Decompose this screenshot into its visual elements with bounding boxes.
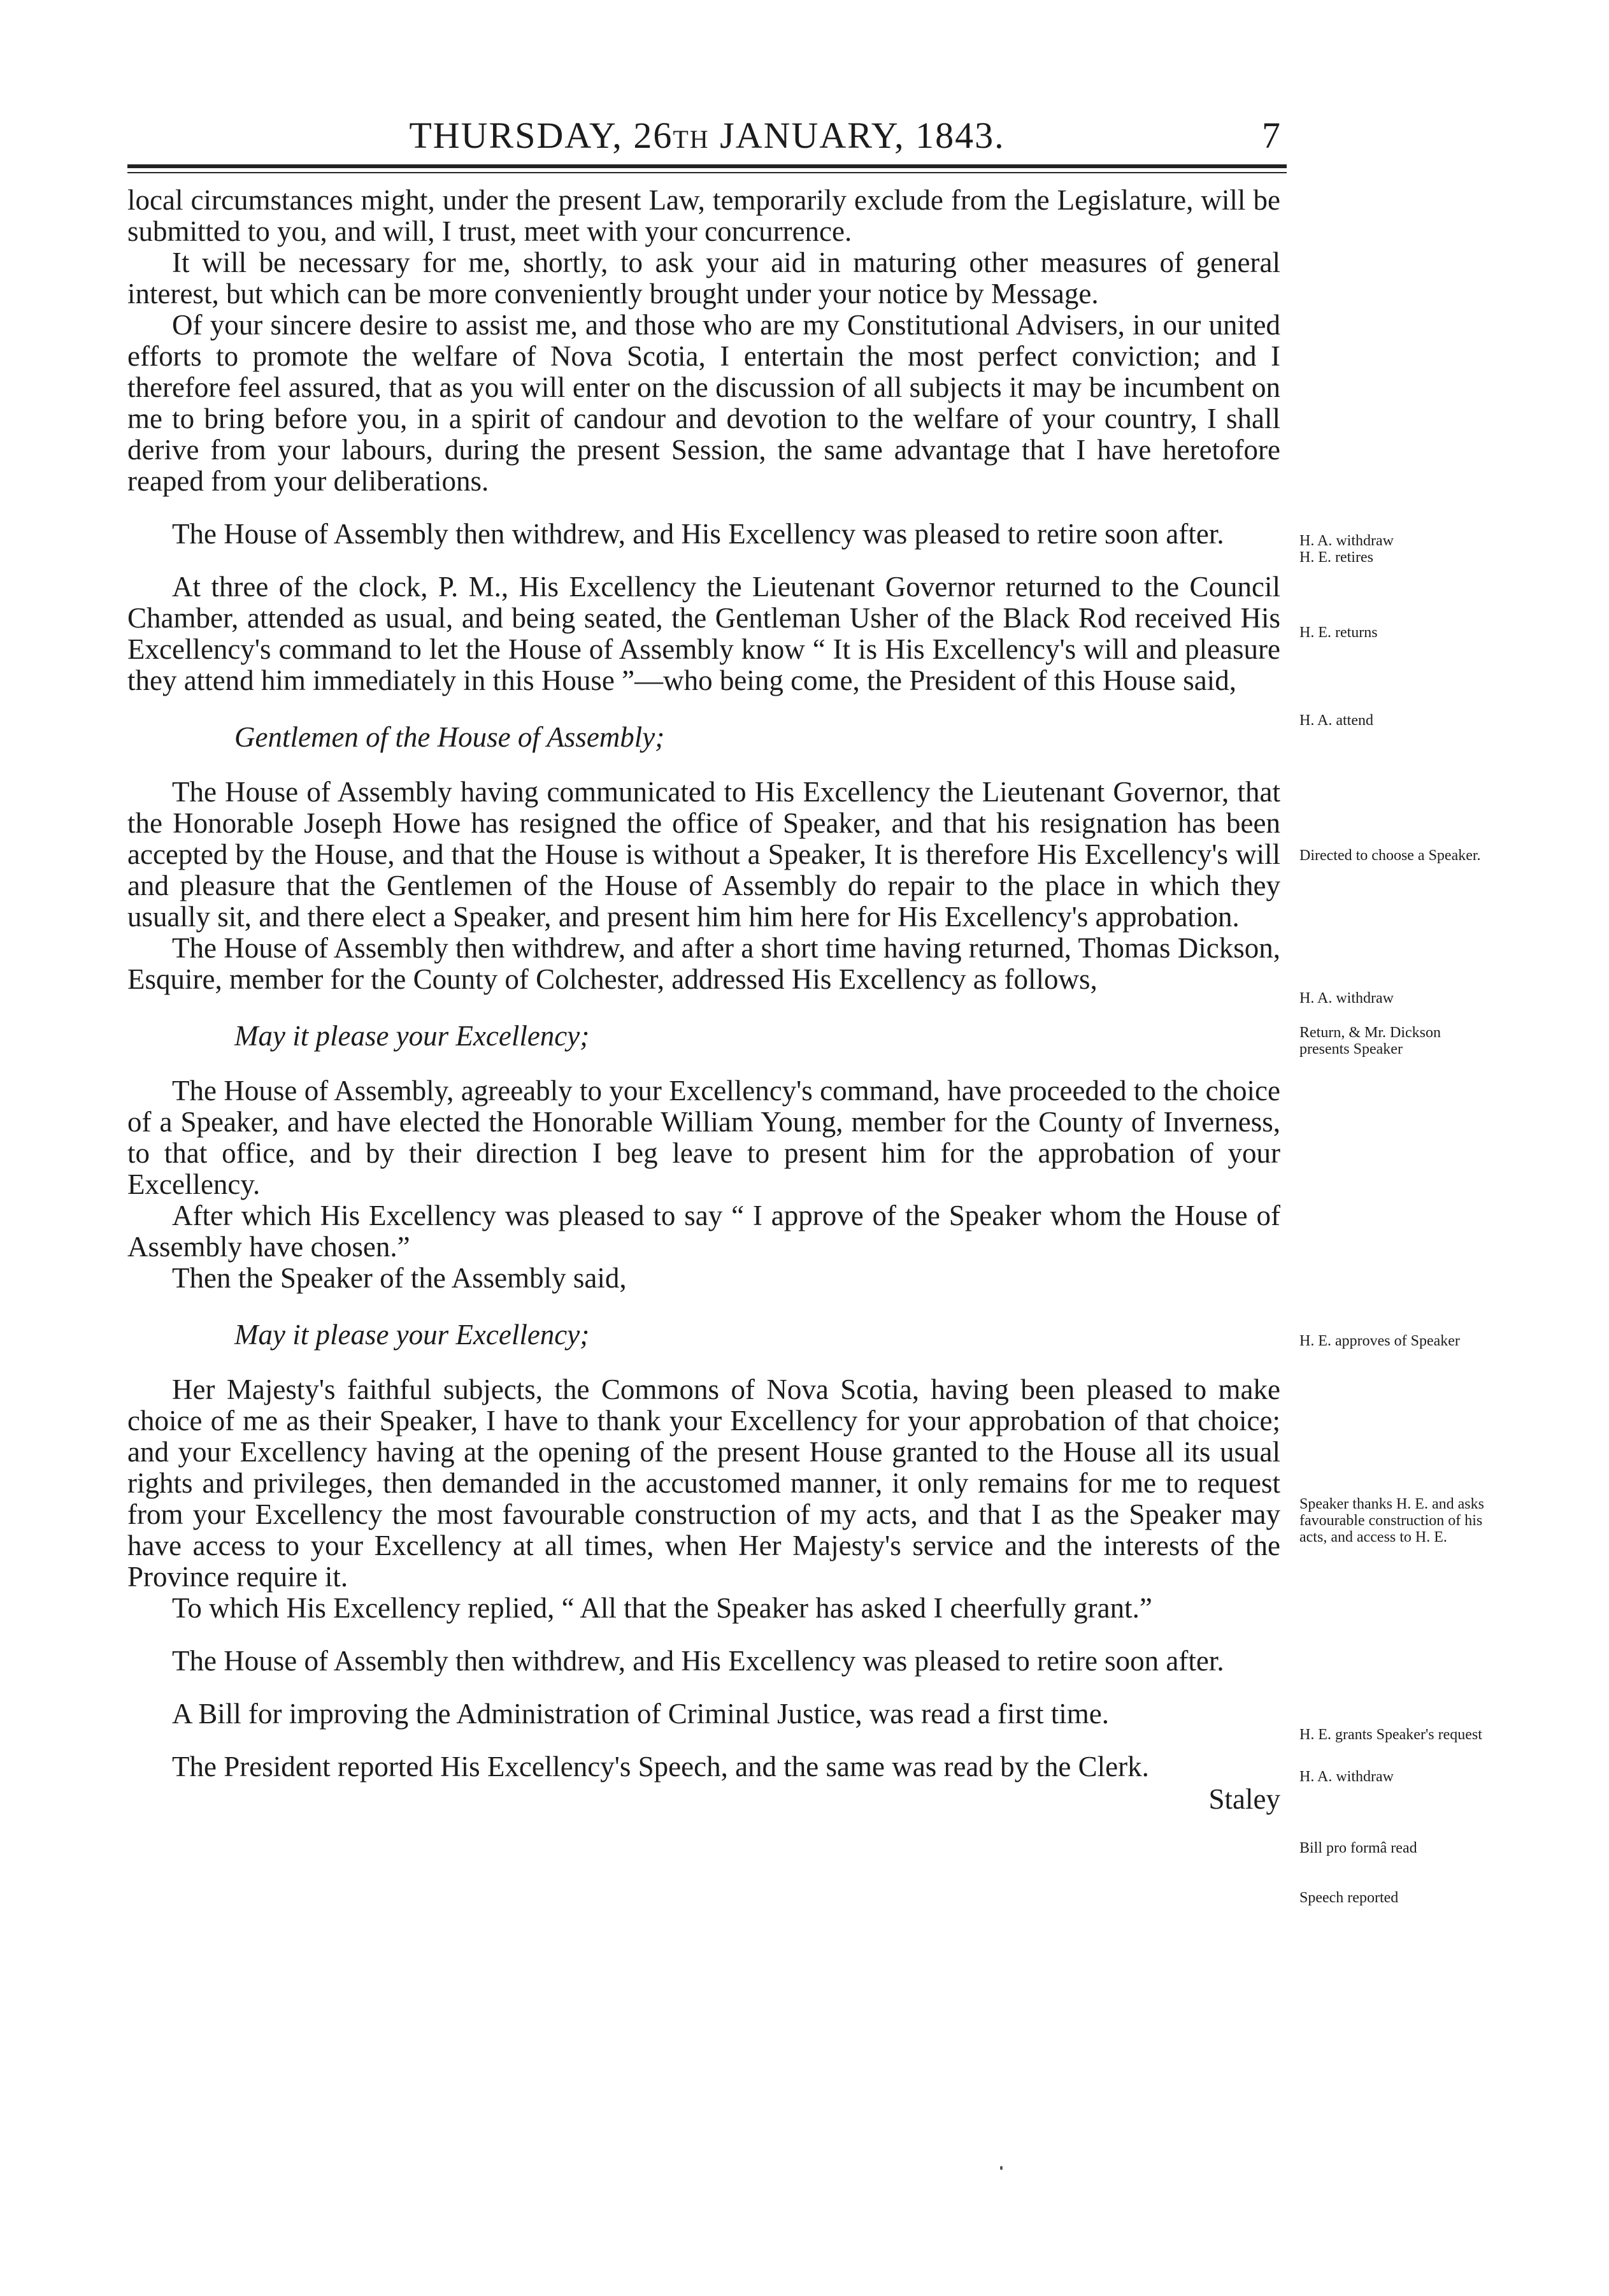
catchword: Staley (1208, 1783, 1280, 1815)
salutation: May it please your Excellency; (234, 1020, 590, 1052)
margin-note: H. A. withdraw (1299, 1769, 1394, 1785)
margin-note: Speech reported (1299, 1890, 1399, 1906)
title-month-year: JANUARY, 1843. (709, 115, 1005, 156)
margin-note: Return, & Mr. Dickson presents Speaker (1299, 1024, 1441, 1058)
title-date-part: THURSDAY, 26 (409, 115, 673, 156)
header-rule-thin (127, 172, 1287, 173)
paragraph: local circumstances might, under the present Law, temporarily exclude from the Legislature, will be submitted to you, and will, I trust, meet with your concurrence. (127, 184, 1280, 247)
margin-note: Speaker thanks H. E. and asks favourable construction of his acts, and access to H. E. (1299, 1496, 1484, 1546)
paragraph: The President reported His Excellency's Speech, and the same was read by the Clerk. (172, 1751, 1149, 1783)
salutation: May it please your Excellency; (234, 1319, 590, 1351)
paragraph: The House of Assembly then withdrew, and His Excellency was pleased to retire soon after. (172, 1645, 1224, 1677)
page-header (127, 113, 1287, 158)
print-speck (1000, 2166, 1003, 2170)
header-rule-thick (127, 164, 1287, 168)
paragraph: It will be necessary for me, shortly, to ask your aid in maturing other measures of general interest, but which can be more conveniently brought under your notice by Message. (127, 247, 1280, 310)
page-title (127, 113, 1287, 162)
paragraph: The House of Assembly having communicated to His Excellency the Lieutenant Governor, that the Honorable Joseph Howe has resigned the office of Speaker, and that his resignation has been accepted by the House, and that the House is without a Speaker, It is therefore His Excellency's will and pleasure that the Gentlemen of the House of Assembly do repair to the place in which they usually sit, and there elect a Speaker, and present him him here for His Excellency's approbation. (127, 776, 1280, 933)
paragraph: Then the Speaker of the Assembly said, (172, 1262, 627, 1294)
paragraph: To which His Excellency replied, “ All that the Speaker has asked I cheerfully grant.” (172, 1592, 1152, 1624)
margin-note: H. E. grants Speaker's request (1299, 1726, 1482, 1743)
margin-note: H. A. attend (1299, 712, 1373, 729)
paragraph: After which His Excellency was pleased to say “ I approve of the Speaker whom the House of Assembly have chosen.” (127, 1200, 1280, 1263)
page-number: 7 (1262, 115, 1280, 156)
title-ordinal-suffix: TH (673, 125, 710, 154)
salutation: Gentlemen of the House of Assembly; (234, 721, 665, 753)
margin-note: H. A. withdraw (1299, 990, 1394, 1007)
paragraph: A Bill for improving the Administration of Criminal Justice, was read a first time. (172, 1698, 1110, 1730)
paragraph: At three of the clock, P. M., His Excellency the Lieutenant Governor returned to the Council Chamber, attended as usual, and being seated, the Gentleman Usher of the Black Rod received His Excellency's command to let the House of Assembly know “ It is His Excellency's will and pleasure they attend him immediately in this House ”—who being come, the President of this House said, (127, 571, 1280, 696)
margin-note: Bill pro formâ read (1299, 1840, 1417, 1856)
margin-note: Directed to choose a Speaker. (1299, 847, 1481, 864)
paragraph: Of your sincere desire to assist me, and those who are my Constitutional Advisers, in our united efforts to promote the welfare of Nova Scotia, I entertain the most perfect conviction; and I therefore feel assured, that as you will enter on the discussion of all subjects it may be incumbent on me to bring before you, in a spirit of candour and devotion to the welfare of your country, I shall derive from your labours, during the present Session, the same advantage that I have heretofore reaped from your deliberations. (127, 309, 1280, 497)
margin-note: H. E. returns (1299, 624, 1378, 641)
paragraph: Her Majesty's faithful subjects, the Commons of Nova Scotia, having been pleased to make choice of me as their Speaker, I have to thank your Excellency for your approbation of that choice; and your Excellency having at the opening of the present House granted to the House all its usual rights and privileges, then demanded in the accustomed manner, it only remains for me to request from your Excellency the most favourable construction of my acts, and that I as the Speaker may have access to your Excellency at all times, when Her Majesty's service and the interests of the Province require it. (127, 1374, 1280, 1593)
margin-note: H. A. withdraw (1299, 533, 1394, 549)
margin-note: H. E. retires (1299, 549, 1373, 566)
paragraph: The House of Assembly then withdrew, and after a short time having returned, Thomas Dickson, Esquire, member for the County of Colchester, addressed His Excellency as follows, (127, 932, 1280, 995)
margin-note: H. E. approves of Speaker (1299, 1333, 1460, 1349)
paragraph: The House of Assembly, agreeably to your Excellency's command, have proceeded to the choice of a Speaker, and have elected the Honorable William Young, member for the County of Inverness, to that office, and by their direction I beg leave to present him for the approbation of your Excellency. (127, 1075, 1280, 1200)
paragraph: The House of Assembly then withdrew, and His Excellency was pleased to retire soon after. (172, 518, 1224, 550)
main-text-column (127, 185, 1280, 1815)
